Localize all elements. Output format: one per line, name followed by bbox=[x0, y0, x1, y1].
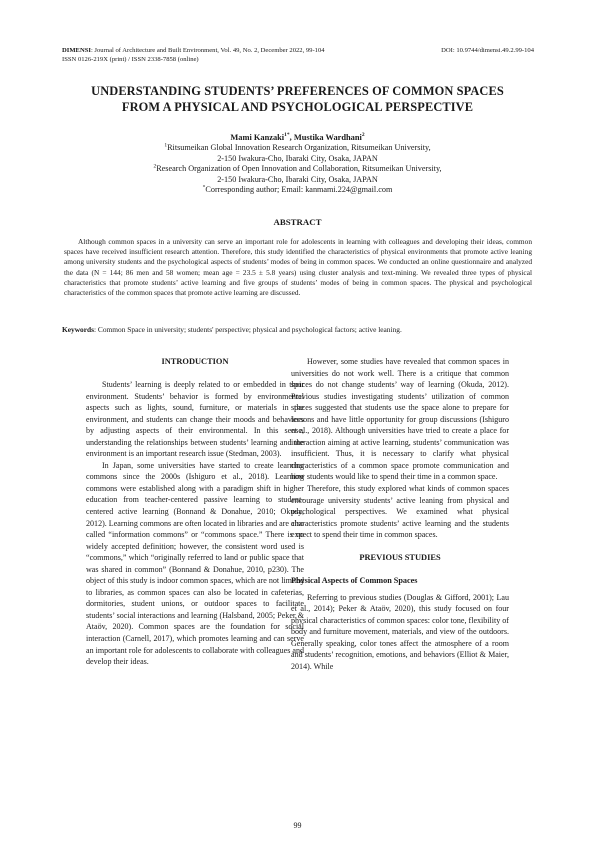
abstract-text: Although common spaces in a university can serve an important role for adolescents in learning with colleagues and developing their ideas, common spaces have received insufficient research attention. Therefore, this study identified the characteristics of physical environments that promote active leaning among university students and the psychological aspects of students’ modes of being in common spaces. We conducted an online questionnaire and analyzed the data (N = 144; 86 men and 58 women; mean age = 23.5 ± 5.8 years) using cluster analysis and text-mining. We revealed three types of physical characteristics that promote students’ active learning and five groups of students’ modes of being in common spaces. The physical and psychological characteristics of the common spaces that promote active learning are discussed. bbox=[64, 237, 532, 298]
affiliation-2-line-2: 2-150 Iwakura-Cho, Ibaraki City, Osaka, JAPAN bbox=[217, 174, 378, 184]
affiliation-1-marker: 1 bbox=[164, 142, 168, 149]
running-header bbox=[62, 46, 534, 64]
author-1: Mami Kanzaki bbox=[230, 133, 285, 142]
physical-aspects-subheading: Physical Aspects of Common Spaces bbox=[291, 575, 418, 585]
affiliation-1-line-2: 2-150 Iwakura-Cho, Ibaraki City, Osaka, JAPAN bbox=[217, 153, 378, 163]
author-block bbox=[50, 133, 545, 195]
author-separator: , bbox=[289, 133, 294, 142]
right-column bbox=[291, 356, 509, 673]
doi-text: DOI: 10.9744/dimensi.49.2.99-104 bbox=[441, 47, 534, 54]
affiliation-2 bbox=[50, 164, 545, 174]
abstract-heading: ABSTRACT bbox=[273, 217, 322, 227]
affiliation-1 bbox=[50, 143, 545, 153]
keywords-label: Keywords bbox=[62, 325, 95, 334]
corresponding-author bbox=[50, 185, 545, 195]
journal-citation bbox=[62, 46, 325, 55]
section-spacer bbox=[291, 541, 509, 552]
author-names bbox=[50, 133, 545, 143]
keywords bbox=[62, 325, 532, 335]
paper-title bbox=[50, 84, 545, 115]
intro-paragraph-2: In Japan, some universities have started to create learning commons since the 2000s (Ishiguro et al., 2018). Learning commons were established along with a paradigm shift in higher education from teacher-centered passive learning to student-centered active learning (Bonnand & Donahue, 2010; Okuda, 2012). Learning commons are often located in libraries and are also called “information commons” or “commons space.” There is no widely accepted definition; however, the consistent word used is “commons,” which “originally referred to land or public space that was shared in common” (Bonnand & Donahue, 2010, p230). The object of this study is indoor common spaces, which are not limited to libraries, as common spaces can also be located in cafeterias, dormitories, student unions, or outdoor spaces to facilitate students’ social interactions and learning (Halsband, 2005; Peker & Ataöv, 2020). Common spaces are the foundation for social interaction (Carnell, 2017), which promotes learning and can serve an important role for adolescents to collaborate with colleagues and develop their ideas. bbox=[86, 460, 304, 667]
author-2-marker: 2 bbox=[361, 132, 365, 139]
intro-paragraph-3: However, some studies have revealed that common spaces in universities do not work well. There is a critique that common spaces do not change students’ way of learning (Okuda, 2012). Previous studies investigating students’ utilization of common spaces suggested that students use the space alone to prepare for lessons and have little opportunity for group discussions (Ishiguro et al., 2018). Although universities have tried to create a place for interaction aiming at active learning, students’ communication was insufficient. Thus, it is necessary to clarify what physical characteristics of a common space promote communication and how students would like to spend their time in a common space. bbox=[291, 357, 509, 482]
affiliation-1-line-1: Ritsumeikan Global Innovation Research Organization, Ritsumeikan University, bbox=[167, 143, 431, 153]
affiliation-2-line-1: Research Organization of Open Innovation and Collaboration, Ritsumeikan University, bbox=[156, 164, 442, 174]
intro-paragraph-4: Therefore, this study explored what kinds of common spaces encourage university students’ active leaning from physical and psychological perspectives. We examined what physical characteristics promote students’ active learning and the students expect to spend their time in common spaces. bbox=[291, 484, 509, 540]
journal-name: DIMENSI bbox=[62, 47, 91, 54]
title-line-1: UNDERSTANDING STUDENTS’ PREFERENCES OF COMMON SPACES bbox=[91, 84, 504, 98]
introduction-heading: INTRODUCTION bbox=[161, 357, 229, 366]
left-column bbox=[86, 356, 304, 668]
physical-aspects-paragraph: Referring to previous studies (Douglas & Gifford, 2001); Lau et al., 2014); Peker & Ataöv, 2020), this study focused on four physical characteristics of common spaces: color tone, flexibility of body and furniture movement, materials, and view of the outdoors. Generally speaking, color tones affect the atmosphere of a room and students’ recognition, emotions, and behaviors (Elliot & Maier, 2014). While bbox=[291, 592, 509, 672]
corresponding-marker: * bbox=[202, 184, 206, 191]
issn-text: ISSN 0126-219X (print) / ISSN 2338-7858 (online) bbox=[62, 56, 199, 63]
author-1-marker: 1* bbox=[284, 132, 290, 139]
corresponding-email: Corresponding author; Email: kanmami.224@gmail.com bbox=[205, 185, 393, 195]
page-number: 99 bbox=[293, 821, 302, 830]
keywords-text: : Common Space in university; students' perspective; physical and psychological factors; active leaning. bbox=[94, 325, 402, 334]
title-line-2: FROM A PHYSICAL AND PSYCHOLOGICAL PERSPECTIVE bbox=[121, 99, 474, 114]
affiliation-2-marker: 2 bbox=[153, 163, 157, 170]
journal-details: : Journal of Architecture and Built Environment, Vol. 49, No. 2, December 2022, 99-104 bbox=[90, 47, 325, 54]
previous-studies-heading: PREVIOUS STUDIES bbox=[359, 552, 441, 562]
intro-paragraph-1: Students’ learning is deeply related to or embedded in their environment. Students’ behavior is formed by environmental aspects such as lights, sound, furniture, or materials in the environment, and students can change their moods and behaviors by adjusting aspects of their environmental. In this sense, understanding the relationships between students’ learning and the environment is an important research issue (Stedman, 2003). bbox=[86, 380, 304, 459]
author-2: Mustika Wardhani bbox=[293, 133, 362, 142]
